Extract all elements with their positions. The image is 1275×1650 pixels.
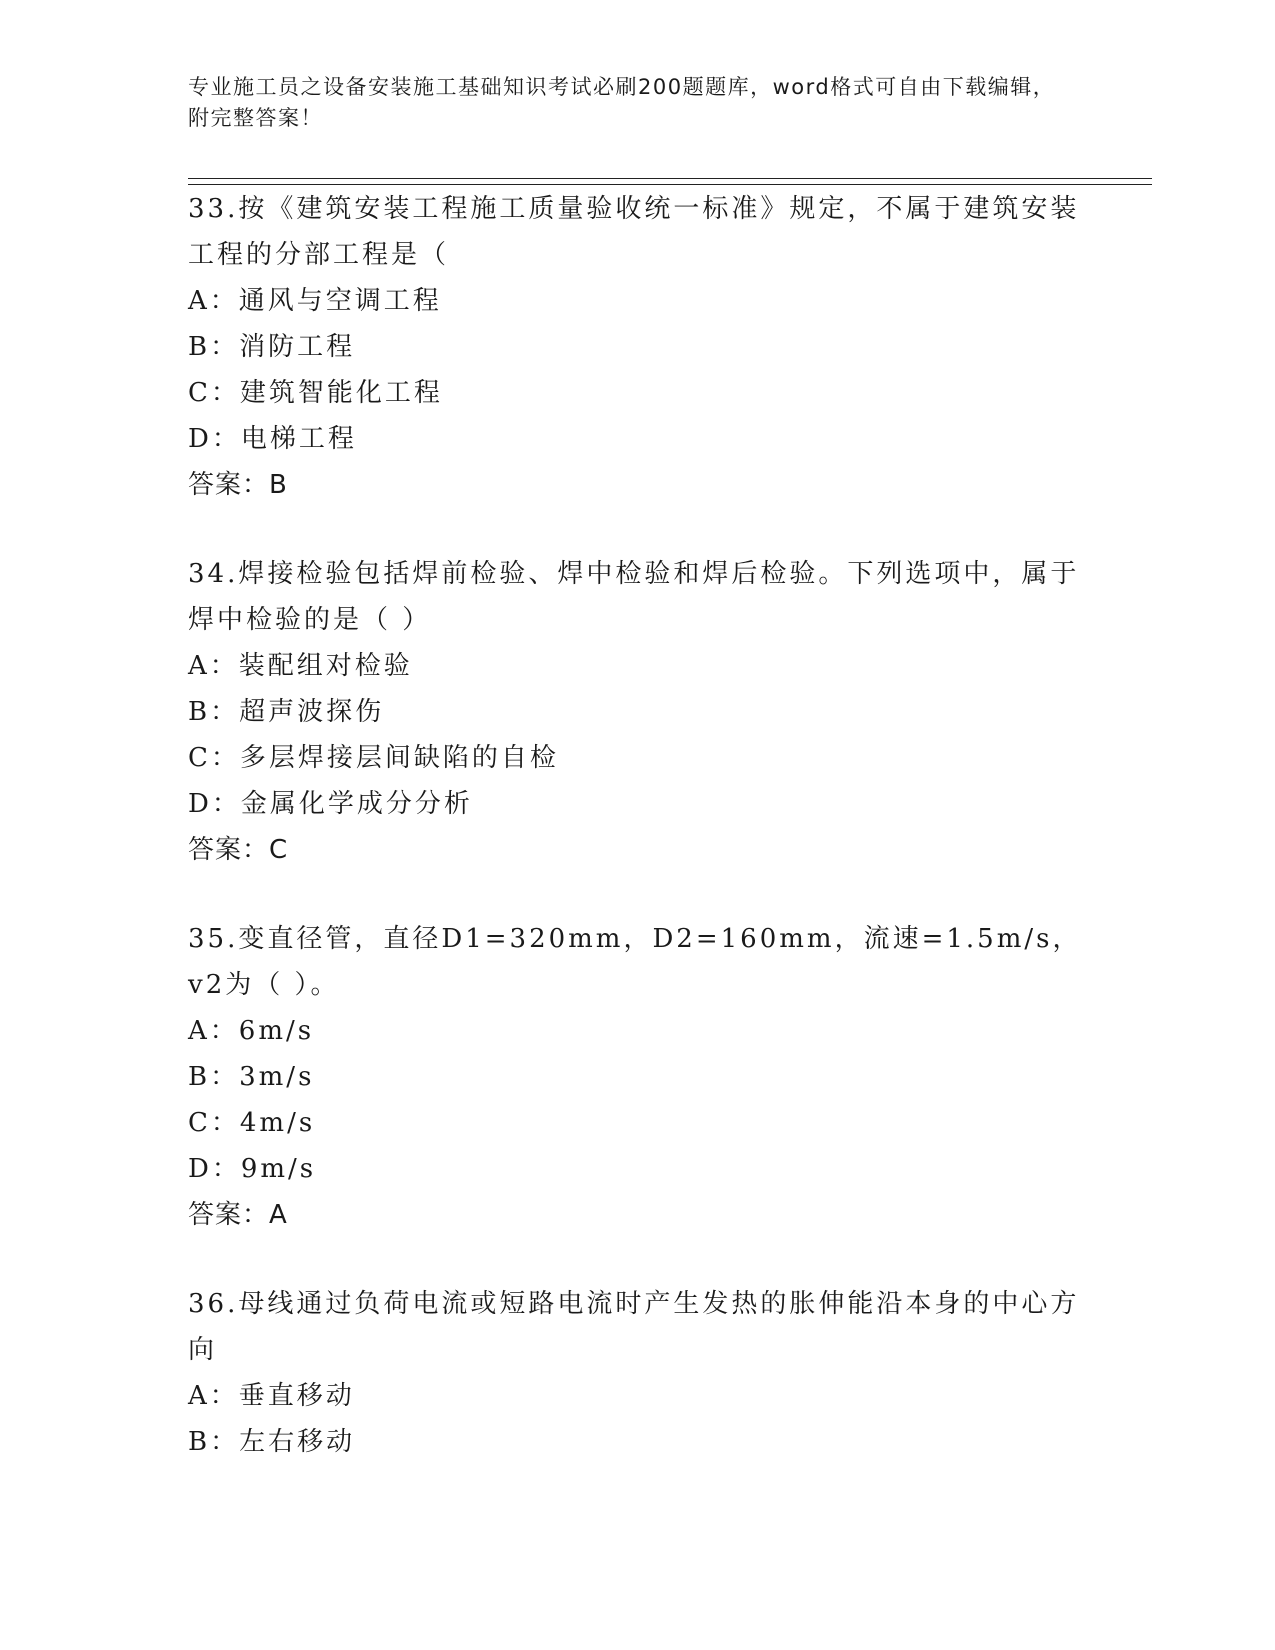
header-divider-bottom (188, 184, 1152, 185)
answer-label: 答案：C (188, 835, 289, 865)
option-a: A：垂直移动 (188, 1381, 355, 1411)
question-stem: 35.变直径管，直径D1=320mm，D2=160mm，流速=1.5m/s，v2为（ ）。 (188, 924, 1082, 1000)
header-divider-top (188, 178, 1152, 179)
question-36 (188, 1281, 1088, 1465)
option-b: B：消防工程 (188, 332, 356, 362)
option-d: D：金属化学成分分析 (188, 789, 473, 819)
option-d: D：9m/s (188, 1154, 317, 1184)
question-stem: 34.焊接检验包括焊前检验、焊中检验和焊后检验。下列选项中，属于焊中检验的是（ ） (188, 559, 1080, 635)
option-a: A：通风与空调工程 (188, 286, 442, 316)
question-stem: 36.母线通过负荷电流或短路电流时产生发热的胀伸能沿本身的中心方向 (188, 1289, 1080, 1365)
option-a: A：装配组对检验 (188, 651, 413, 681)
document-header: 专业施工员之设备安装施工基础知识考试必刷200题题库，word格式可自由下载编辑，附完整答案！ (188, 75, 1056, 130)
option-b: B：左右移动 (188, 1427, 356, 1457)
question-35 (188, 916, 1088, 1238)
option-c: C：4m/s (188, 1108, 316, 1138)
option-a: A：6m/s (188, 1016, 315, 1046)
option-b: B：3m/s (188, 1062, 315, 1092)
option-b: B：超声波探伤 (188, 697, 385, 727)
question-33 (188, 186, 1088, 508)
option-c: C：建筑智能化工程 (188, 378, 443, 408)
answer-label: 答案：A (188, 1200, 288, 1230)
question-stem: 33.按《建筑安装工程施工质量验收统一标准》规定，不属于建筑安装工程的分部工程是（ (188, 194, 1080, 270)
answer-label: 答案：B (188, 470, 288, 500)
option-d: D：电梯工程 (188, 424, 357, 454)
question-34 (188, 551, 1088, 873)
option-c: C：多层焊接层间缺陷的自检 (188, 743, 559, 773)
